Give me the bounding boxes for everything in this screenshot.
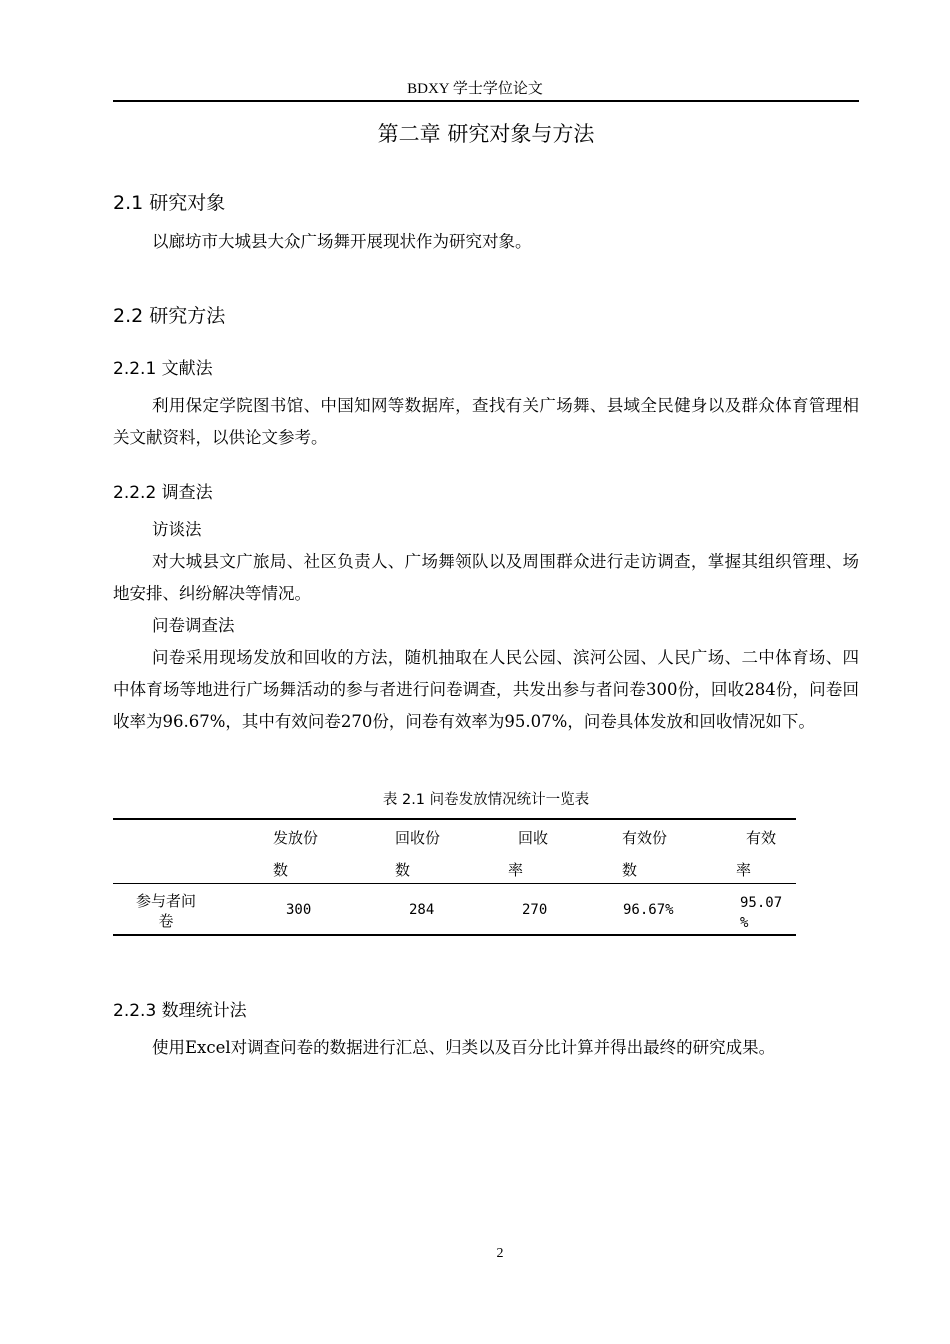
table-header-valid-line2: 数 (622, 861, 638, 879)
table-header-valid-rate-line1: 有效 (746, 829, 777, 847)
table-cell-return-rate: 96.67% (623, 902, 674, 918)
table-cell-returned: 284 (409, 902, 435, 918)
table-header-return-rate (508, 822, 548, 886)
table-header-issued-line2: 数 (273, 861, 289, 879)
table-cell-valid-rate-line2: % (740, 915, 749, 931)
table-header-valid (622, 822, 667, 886)
table-cell-valid-rate (740, 893, 782, 933)
table-header-valid-line1: 有效份 (622, 829, 668, 847)
table-row-label-line1: 参与者问 (135, 892, 196, 910)
section-2-2-3-body: 使用Excel对调查问卷的数据进行汇总、归类以及百分比计算并得出最终的研究成果。 (152, 1038, 776, 1057)
table-header-returned-line2: 数 (395, 861, 411, 879)
table-header-issued-line1: 发放份 (273, 829, 319, 847)
section-2-1-body: 以廊坊市大城县大众广场舞开展现状作为研究对象。 (152, 232, 532, 251)
page-header: BDXY 学士学位论文 (407, 81, 543, 97)
interview-method-body: 对大城县文广旅局、社区负责人、广场舞领队以及周围群众进行走访调查，掌握其组织管理、场地安排、纠纷解决等情况。 (113, 552, 859, 603)
table-header-returned (395, 822, 440, 886)
header-rule (113, 100, 859, 102)
table-header-valid-rate-line2: 率 (736, 861, 752, 879)
table-cell-issued: 300 (286, 902, 312, 918)
table-cell-valid: 270 (522, 902, 548, 918)
table-row-label-line2: 卷 (158, 912, 174, 930)
table-header-issued (273, 822, 318, 886)
table-bottom-rule (113, 934, 796, 936)
page-number: 2 (496, 1246, 504, 1261)
section-2-2-1-heading: 2.2.1 文献法 (113, 359, 213, 379)
section-2-2-3-heading: 2.2.3 数理统计法 (113, 1001, 247, 1021)
table-header-return-rate-line1: 回收 (518, 829, 549, 847)
questionnaire-method-body: 问卷采用现场发放和回收的方法，随机抽取在人民公园、滨河公园、人民广场、二中体育场、四中体育场等地进行广场舞活动的参与者进行问卷调查，共发出参与者问卷300份，回收284份，问卷回收率为96.67%，其中有效问卷270份，问卷有效率为95.07%，问卷具体发放和回收情况如下。 (113, 648, 859, 731)
section-2-2-1-body: 利用保定学院图书馆、中国知网等数据库，查找有关广场舞、县域全民健身以及群众体育管理相关文献资料，以供论文参考。 (113, 396, 859, 447)
table-cell-valid-rate-line1: 95.07 (740, 895, 783, 911)
section-2-2-heading: 2.2 研究方法 (113, 305, 226, 327)
section-2-2-2-heading: 2.2.2 调查法 (113, 483, 213, 503)
questionnaire-method-label: 问卷调查法 (152, 616, 235, 635)
table-top-rule (113, 818, 796, 820)
chapter-title: 第二章 研究对象与方法 (377, 122, 595, 146)
table-header-return-rate-line2: 率 (508, 861, 524, 879)
table-caption: 表 2.1 问卷发放情况统计一览表 (382, 792, 590, 808)
table-header-valid-rate (736, 822, 776, 886)
table-header-returned-line1: 回收份 (395, 829, 441, 847)
interview-method-label: 访谈法 (152, 520, 202, 539)
table-mid-rule (113, 883, 796, 884)
table-row-label (126, 891, 206, 931)
section-2-1-heading: 2.1 研究对象 (113, 192, 226, 214)
